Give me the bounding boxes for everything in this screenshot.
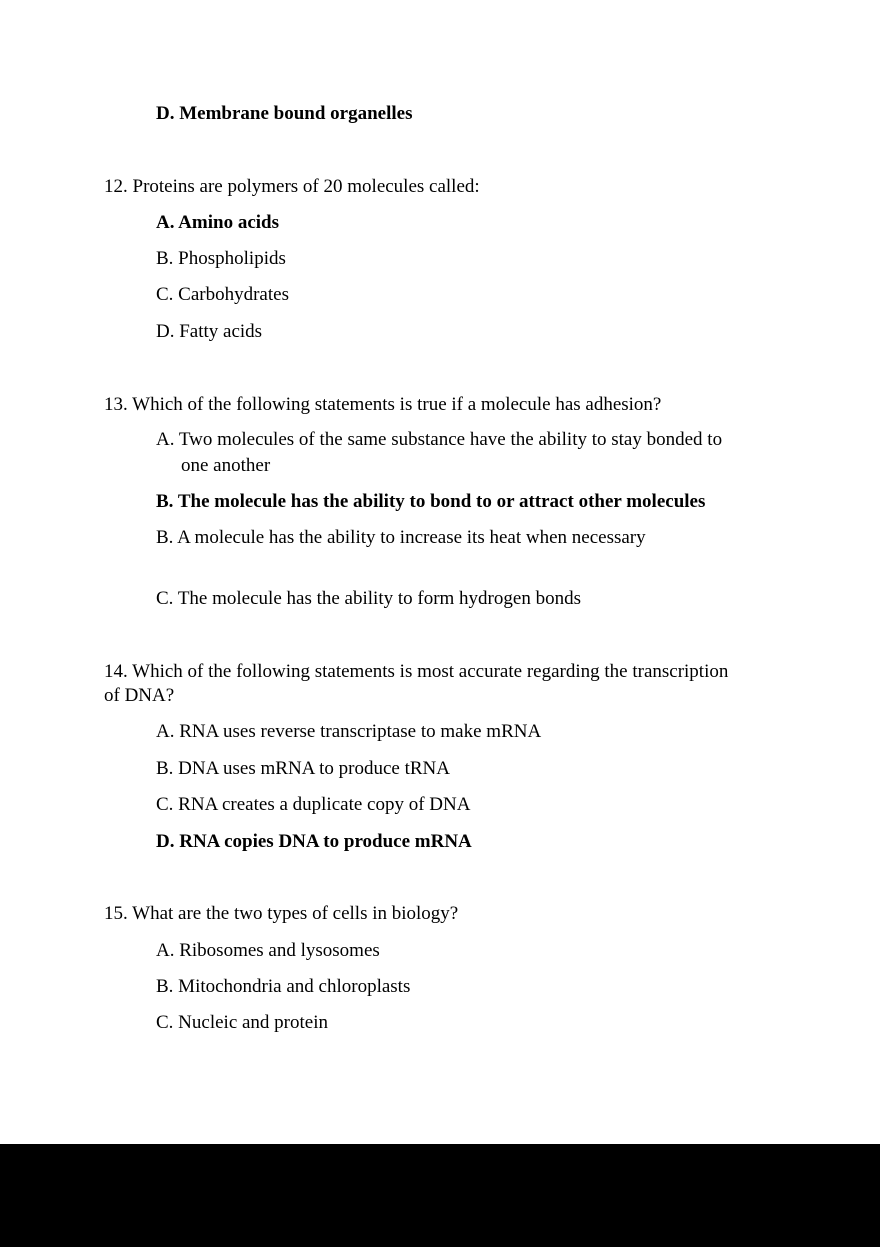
question-12-option-d: D. Fatty acids bbox=[156, 321, 263, 342]
question-14-option-b: B. DNA uses mRNA to produce tRNA bbox=[156, 758, 450, 779]
question-15-prompt: 15. What are the two types of cells in biology? bbox=[104, 903, 459, 924]
question-13-prompt: 13. Which of the following statements is true if a molecule has adhesion? bbox=[104, 394, 662, 415]
question-12-prompt: 12. Proteins are polymers of 20 molecules called: bbox=[104, 176, 480, 197]
question-15-option-c: C. Nucleic and protein bbox=[156, 1012, 329, 1033]
question-13-option-b-correct: B. The molecule has the ability to bond to or attract other molecules bbox=[156, 491, 706, 512]
question-13-option-c: C. The molecule has the ability to form hydrogen bonds bbox=[156, 588, 581, 609]
question-13-option-b-alt: B. A molecule has the ability to increase its heat when necessary bbox=[156, 527, 646, 548]
option-d-membrane-bound-organelles: D. Membrane bound organelles bbox=[156, 103, 413, 124]
question-13-option-a-continuation: one another bbox=[181, 455, 271, 476]
black-footer-bar bbox=[0, 1144, 880, 1247]
question-15-option-b: B. Mitochondria and chloroplasts bbox=[156, 976, 411, 997]
question-14-option-a: A. RNA uses reverse transcriptase to make mRNA bbox=[156, 721, 542, 742]
question-14-prompt-line1: 14. Which of the following statements is most accurate regarding the transcription bbox=[104, 661, 729, 682]
question-15-option-a: A. Ribosomes and lysosomes bbox=[156, 940, 380, 961]
question-12-option-a: A. Amino acids bbox=[156, 212, 279, 233]
question-14-option-d: D. RNA copies DNA to produce mRNA bbox=[156, 831, 472, 852]
question-12-option-c: C. Carbohydrates bbox=[156, 284, 289, 305]
question-14-prompt-line2: of DNA? bbox=[104, 685, 175, 706]
question-13-option-a: A. Two molecules of the same substance have the ability to stay bonded to bbox=[156, 429, 723, 450]
question-12-option-b: B. Phospholipids bbox=[156, 248, 286, 269]
question-14-option-c: C. RNA creates a duplicate copy of DNA bbox=[156, 794, 471, 815]
